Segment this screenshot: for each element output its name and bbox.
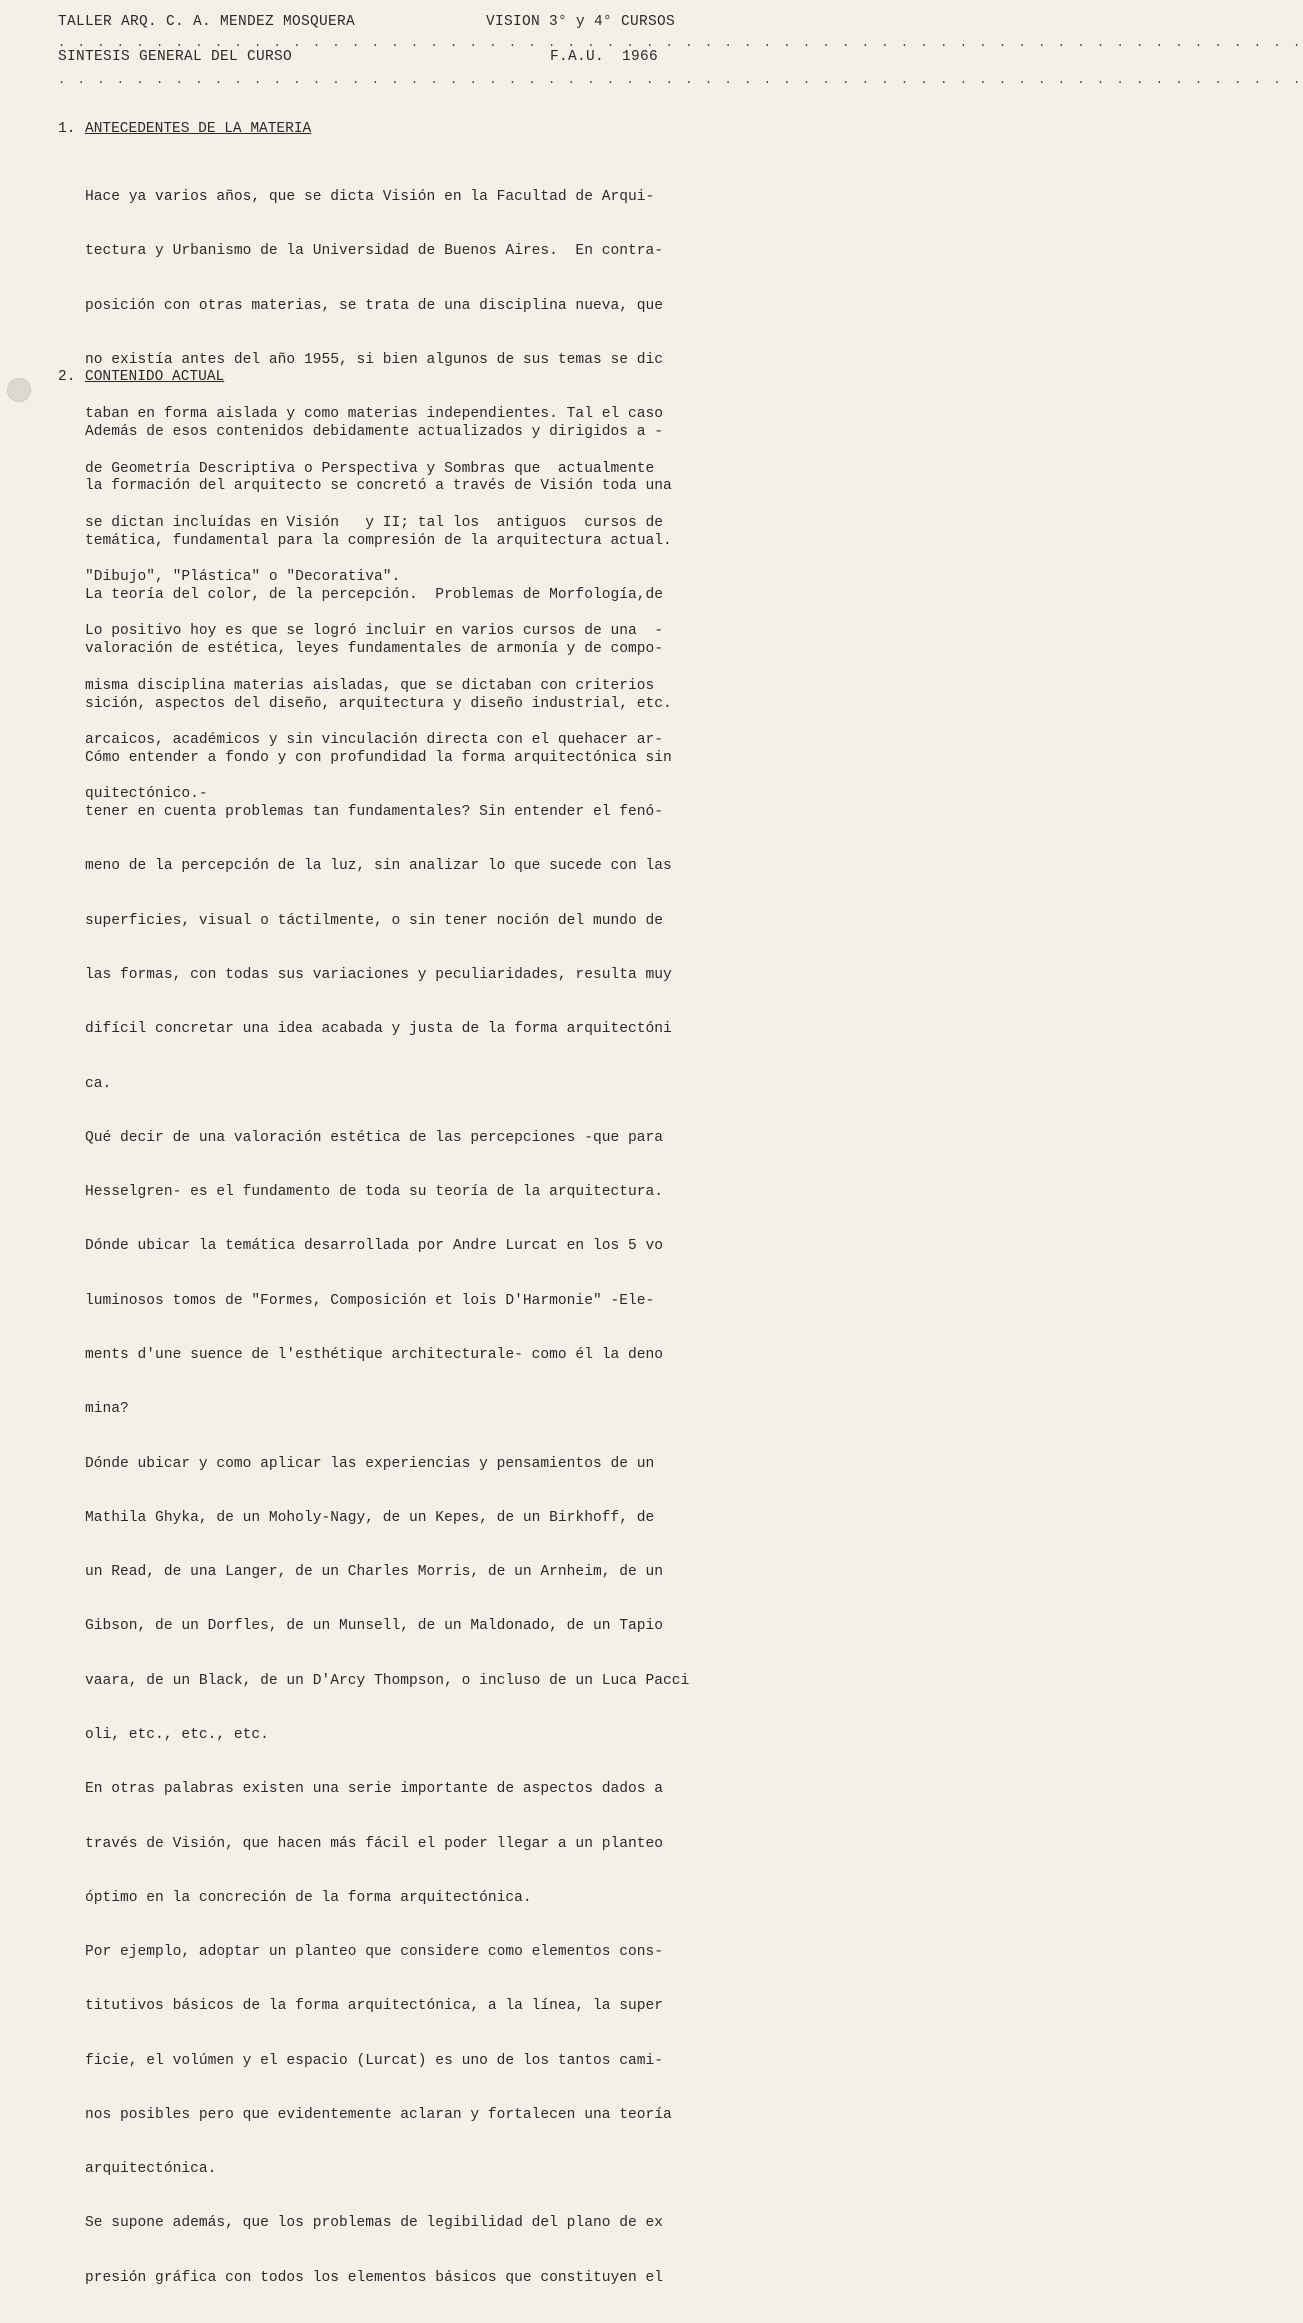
text-line: tener en cuenta problemas tan fundamentales? Sin entender el fenó-	[85, 804, 664, 821]
text-line: ments d'une suence de l'esthétique architecturale- como él la deno	[85, 1346, 664, 1363]
text-line: titutivos básicos de la forma arquitectónica, a la línea, la super	[85, 1998, 664, 2015]
workshop-name: TALLER ARQ. C. A. MENDEZ MOSQUERA	[58, 14, 356, 30]
dotted-divider-top: . . . . . . . . . . . . . . . . . . . . . . . . . . . . . . . . . . . . . . . . . . . . . . . . . . . . . . . . . . . . . . . .	[58, 36, 1303, 50]
section-body	[85, 387, 690, 2323]
section-title: ANTECEDENTES DE LA MATERIA	[85, 121, 312, 137]
text-line: no existía antes del año 1955, si bien algunos de sus temas se dic	[85, 352, 664, 369]
text-line: se dictan incluídas en Visión y II; tal los antiguos cursos de	[85, 514, 664, 531]
section-title: CONTENIDO ACTUAL	[85, 369, 225, 385]
text-line: nos posibles pero que evidentemente aclaran y fortalecen una teoría	[85, 2106, 672, 2123]
text-line: posición con otras materias, se trata de una disciplina nueva, que	[85, 297, 664, 314]
text-line: Cómo entender a fondo y con profundidad la forma arquitectónica sin	[85, 749, 672, 766]
text-line: la formación del arquitecto se concretó a través de Visión toda una	[85, 478, 672, 495]
text-line: ficie, el volúmen y el espacio (Lurcat) es uno de los tantos cami-	[85, 2052, 664, 2069]
text-line: Dónde ubicar la temática desarrollada por Andre Lurcat en los 5 vo	[85, 1238, 664, 1255]
text-line: presión gráfica con todos los elementos básicos que constituyen el	[85, 2269, 664, 2286]
text-line: La teoría del color, de la percepción. Problemas de Morfología,de	[85, 587, 664, 604]
text-line: difícil concretar una idea acabada y justa de la forma arquitectóni	[85, 1021, 672, 1038]
text-line: superficies, visual o táctilmente, o sin tener noción del mundo de	[85, 912, 664, 929]
text-line: luminosos tomos de "Formes, Composición et lois D'Harmonie" -Ele-	[85, 1292, 655, 1309]
text-line: Gibson, de un Dorfles, de un Munsell, de un Maldonado, de un Tapio	[85, 1618, 664, 1635]
text-line: valoración de estética, leyes fundamentales de armonía y de compo-	[85, 641, 664, 658]
text-line: ca.	[85, 1075, 112, 1092]
text-line: un Read, de una Langer, de un Charles Morris, de un Arnheim, de un	[85, 1564, 664, 1581]
text-line: Lo positivo hoy es que se logró incluir en varios cursos de una -	[85, 623, 664, 640]
section-number: 2.	[58, 369, 76, 385]
text-line: Por ejemplo, adoptar un planteo que considere como elementos cons-	[85, 1944, 664, 1961]
document-title: SINTESIS GENERAL DEL CURSO	[58, 49, 293, 65]
text-line: Además de esos contenidos debidamente actualizados y dirigidos a -	[85, 424, 664, 441]
text-line: oli, etc., etc., etc.	[85, 1726, 269, 1743]
text-line: Mathila Ghyka, de un Moholy-Nagy, de un Kepes, de un Birkhoff, de	[85, 1509, 655, 1526]
text-line: través de Visión, que hacen más fácil el poder llegar a un planteo	[85, 1835, 664, 1852]
text-line: de Geometría Descriptiva o Perspectiva y Sombras que actualmente	[85, 460, 655, 477]
text-line: arcaicos, académicos y sin vinculación directa con el quehacer ar-	[85, 732, 664, 748]
course-label: VISION 3° y 4° CURSOS	[486, 14, 676, 30]
text-line: las formas, con todas sus variaciones y peculiaridades, resulta muy	[85, 967, 672, 983]
text-line: taban en forma aislada y como materias independientes. Tal el caso	[85, 406, 664, 423]
text-line: En otras palabras existen una serie importante de aspectos dados a	[85, 1781, 664, 1798]
text-line: "Dibujo", "Plástica" o "Decorativa".	[85, 569, 401, 586]
punch-hole-icon	[7, 378, 31, 402]
text-line: arquitectónica.	[85, 2161, 217, 2178]
text-line: sición, aspectos del diseño, arquitectura y diseño industrial, etc.	[85, 695, 672, 712]
section-number: 1.	[58, 121, 76, 137]
text-line: tectura y Urbanismo de la Universidad de Buenos Aires. En contra-	[85, 243, 664, 260]
institution-year: F.A.U. 1966	[550, 49, 659, 65]
text-line: Qué decir de una valoración estética de las percepciones -que para	[85, 1129, 664, 1146]
text-line: Hace ya varios años, que se dicta Visión en la Facultad de Arqui-	[85, 189, 655, 206]
text-line: Dónde ubicar y como aplicar las experiencias y pensamientos de un	[85, 1455, 655, 1472]
text-line: Se supone además, que los problemas de legibilidad del plano de ex	[85, 2215, 664, 2232]
text-line: mina?	[85, 1401, 129, 1418]
text-line: óptimo en la concreción de la forma arquitectónica.	[85, 1889, 532, 1906]
text-line: temática, fundamental para la compresión de la arquitectura actual.	[85, 532, 672, 549]
text-line: meno de la percepción de la luz, sin analizar lo que sucede con las	[85, 858, 672, 875]
text-line: vaara, de un Black, de un D'Arcy Thompson, o incluso de un Luca Pacci	[85, 1672, 690, 1689]
text-line: quitectónico.-	[85, 786, 208, 803]
dotted-divider-bottom: . . . . . . . . . . . . . . . . . . . . . . . . . . . . . . . . . . . . . . . . . . . . . . . . . . . . . . . . . . . . . . . .	[58, 73, 1303, 87]
text-line: misma disciplina materias aisladas, que se dictaban con criterios	[85, 677, 655, 694]
text-line: Hesselgren- es el fundamento de toda su teoría de la arquitectura.	[85, 1184, 664, 1201]
